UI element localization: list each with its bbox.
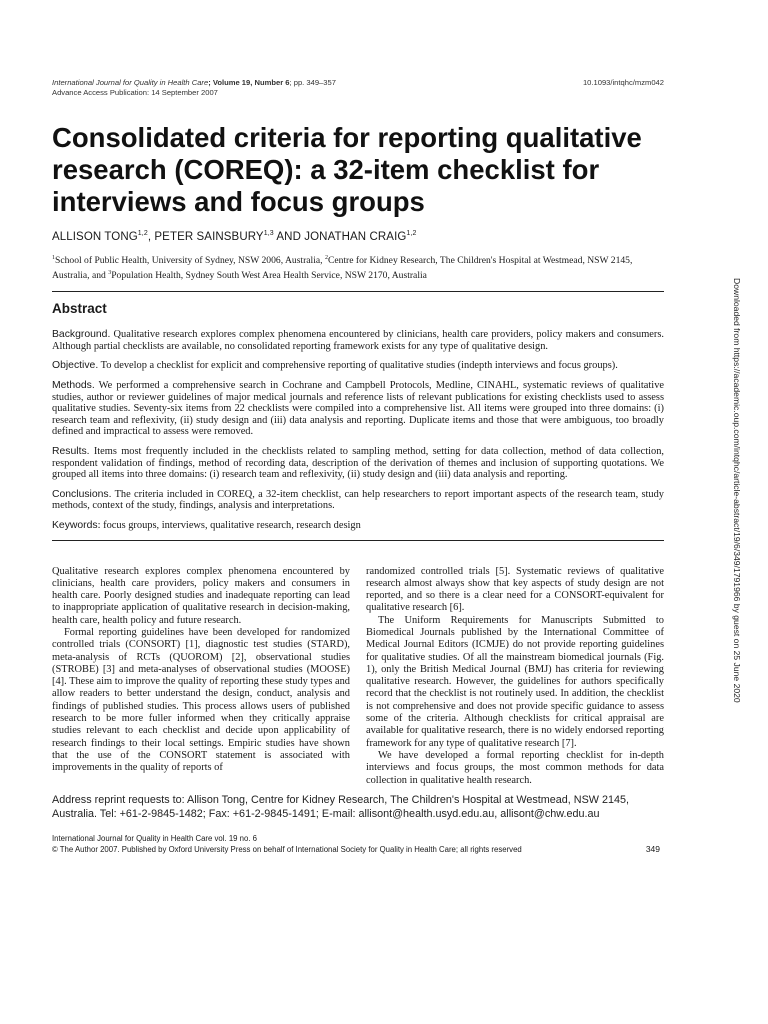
section-label: Conclusions. <box>52 488 112 500</box>
abstract-conclusions <box>52 489 664 512</box>
affil-marker: 1 <box>52 254 55 261</box>
article-page <box>52 78 664 855</box>
page-number: 349 <box>645 843 660 854</box>
footer-journal: International Journal for Quality in Health Care vol. 19 no. 6 <box>52 833 257 843</box>
abstract-methods <box>52 380 664 438</box>
body-columns <box>52 566 664 787</box>
abstract-objective <box>52 360 664 372</box>
advance-access: Advance Access Publication: 14 September 2007 <box>52 88 218 97</box>
section-text: The criteria included in COREQ, a 32-item checklist, can help researchers to report important aspects of the research team, study methods, context of the study, findings, analysis and interpretations. <box>52 488 664 512</box>
body-paragraph: randomized controlled trials [5]. Systematic reviews of qualitative research almost always show that key aspects of study design are not reported, and so there is a clear need for a CONSORT-equivalent for qualitative research [6]. <box>366 565 664 614</box>
section-text: : focus groups, interviews, qualitative research, research design <box>97 519 361 531</box>
doi[interactable]: 10.1093/intqhc/mzm042 <box>582 78 664 87</box>
author-list <box>52 230 664 243</box>
affil-marker: 2 <box>324 254 328 261</box>
author-affil-sup: 1,2 <box>137 230 148 237</box>
volume-info: ; Volume 19, Number 6 <box>208 78 290 87</box>
footer-copyright: © The Author 2007. Published by Oxford University Press on behalf of International Society for Quality in Health Care; all rights reserved <box>52 844 522 854</box>
abstract-keywords <box>52 520 664 532</box>
section-label: Methods. <box>52 379 95 391</box>
abstract-heading: Abstract <box>52 301 107 317</box>
reprint-address: Address reprint requests to: Allison Tong, Centre for Kidney Research, The Children's Hospital at Westmead, NSW 2145, Australia. Tel: +61-2-9845-1482; Fax: +61-2-9845-1491; E-mail: allisont@health.usyd.edu.au, allisont@chw.edu.au <box>52 793 629 820</box>
footer-text <box>52 833 522 855</box>
right-column <box>366 566 664 787</box>
affil-text: School of Public Health, University of Sydney, NSW 2006, Australia, <box>55 255 325 267</box>
body-paragraph: Qualitative research explores complex phenomena encountered by clinicians, health care providers, policy makers and consumers in health care. Poorly designed studies and inadequate reporting can lead to inappropriate application of qualitative research in decision-making, health care, health policy and future research. <box>52 565 350 626</box>
body-paragraph: Formal reporting guidelines have been developed for randomized controlled trials (CONSORT) [1], diagnostic test studies (STARD), meta-analysis of RCTs (QUOROM) [2], observational studies (STROBE) [3] and meta-analyses of observational studies (MOOSE) [4]. These aim to improve the quality of reporting these study types and allow readers to better understand the design, conduct, analysis and findings of published studies. This process allows users of published research to be more fuller informed when they critically appraise studies relevant to each checklist and decide upon applicability of research findings to their local settings. Empiric studies have shown that the use of the CONSORT statement is associated with improvements in the quality of reports of <box>52 627 350 774</box>
download-watermark: Downloaded from https://academic.oup.com/intqhc/article-abstract/19/6/349/1791966 by guest on 25 June 2020 <box>732 278 742 703</box>
author-name: ALLISON TONG <box>52 230 138 243</box>
author-affil-sup: 1,2 <box>406 230 417 237</box>
affil-text: Centre for Kidney Research, The Children's Hospital at Westmead, NSW 2145, Australia, and <box>52 255 633 282</box>
affiliations <box>52 252 664 282</box>
abstract <box>52 301 664 531</box>
divider <box>52 540 664 541</box>
journal-name: International Journal for Quality in Health Care <box>52 78 209 87</box>
left-column <box>52 566 350 787</box>
journal-citation <box>52 78 336 98</box>
body-paragraph: The Uniform Requirements for Manuscripts Submitted to Biomedical Journals published by the International Committee of Medical Journal Editors (ICMJE) do not provide reporting guidelines for qualitative studies. Of all the mainstream biomedical journals (Fig. 1), only the British Medical Journal (BMJ) has criteria for reviewing qualitative research. However, the guidelines for authors specifically record that the checklist is not routinely used. In addition, the checklist is not comprehensive and does not provide specific guidance to assess some of the criteria. Although checklists for critical appraisal are available for qualitative research, there is no widely endorsed reporting framework for any type of qualitative research [7]. <box>366 614 664 749</box>
section-text: Qualitative research explores complex phenomena encountered by clinicians, health care providers, policy makers and consumers. Although partial checklists are available, no consolidated reporting framework exists for any type of qualitative design. <box>52 329 664 352</box>
abstract-results <box>52 446 664 481</box>
author-name: , PETER SAINSBURY <box>147 230 264 243</box>
page-footer <box>52 833 664 855</box>
author-affil-sup: 1,3 <box>263 230 274 237</box>
section-text: We performed a comprehensive search in Cochrane and Campbell Protocols, Medline, CINAHL, systematic reviews of qualitative studies, author or reviewer guidelines of major medical journals and reference lists of relevant publications for existing checklists used to assess qualitative studies. Seventy-six items from 22 checklists were compiled into a comprehensive list. All items were grouped into three domains: (i) research team and reflexivity, (ii) study design and (iii) data analysis and reporting. Duplicate items and those that were ambiguous, too broadly defined and impractical to assess were removed. <box>52 379 664 438</box>
abstract-background <box>52 329 664 352</box>
section-label: Keywords <box>52 519 98 531</box>
section-text: Items most frequently included in the checklists related to sampling method, setting for data collection, method of data collection, respondent validation of findings, method of recording data, description of the derivation of themes and inclusion of supporting quotations. We grouped all items into three domains: (i) research team and reflexivity, (ii) study design and (iii) data analysis and reporting. <box>52 445 664 481</box>
body-paragraph: We have developed a formal reporting checklist for in-depth interviews and focus groups, the most common methods for data collection in qualitative health research. <box>366 749 664 786</box>
article-title: Consolidated criteria for reporting qualitative research (COREQ): a 32-item checklist for interviews and focus groups <box>52 122 642 217</box>
section-text: To develop a checklist for explicit and comprehensive reporting of qualitative studies (indepth interviews and focus groups). <box>98 360 618 372</box>
author-name: AND JONATHAN CRAIG <box>273 230 407 243</box>
affil-text: Population Health, Sydney South West Area Health Service, NSW 2170, Australia <box>111 270 427 282</box>
section-label: Objective. <box>52 360 99 372</box>
page-range: ; pp. 349–357 <box>289 78 336 87</box>
section-label: Background. <box>52 329 111 341</box>
section-label: Results. <box>52 445 90 457</box>
divider <box>52 291 664 292</box>
running-header <box>52 78 664 98</box>
affil-marker: 3 <box>108 270 112 277</box>
